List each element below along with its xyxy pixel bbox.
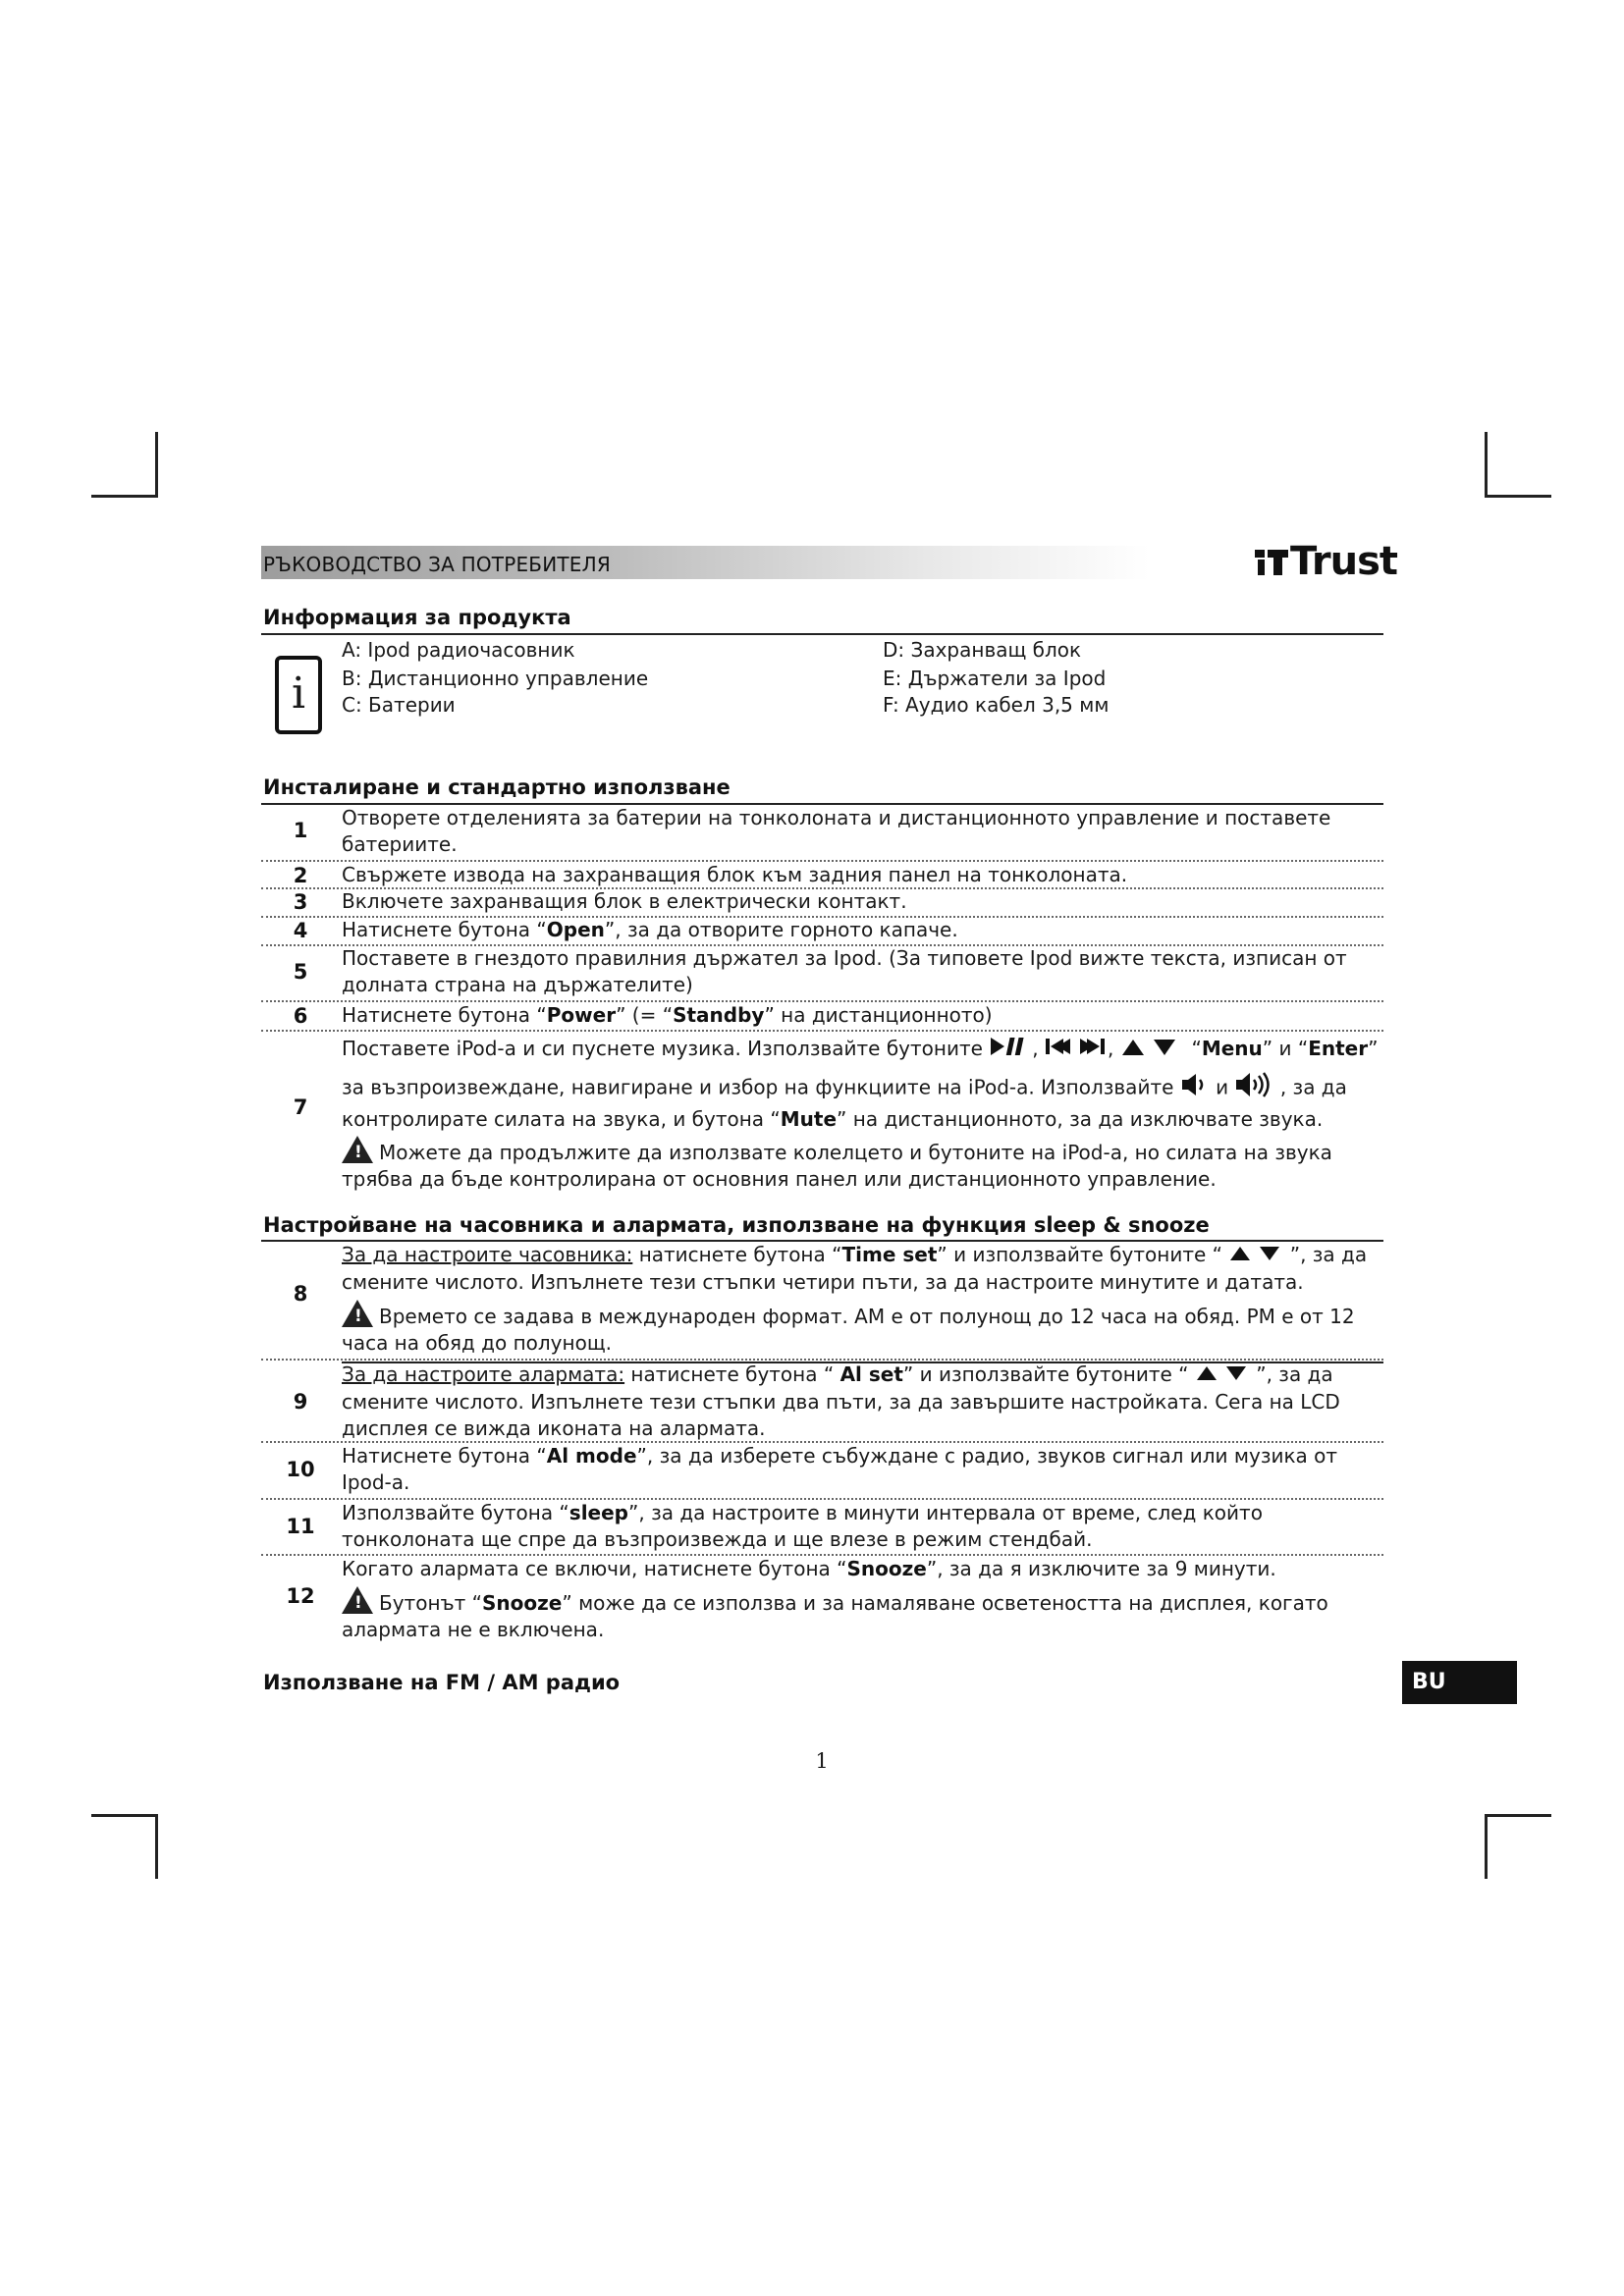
step-text: Свържете извода на захранващия блок към задния панел на тонколоната.: [342, 863, 1128, 886]
step-line: [342, 1443, 1382, 1469]
step-number: 6: [293, 1004, 308, 1028]
warning-icon: [342, 1300, 373, 1327]
step-line: [342, 1106, 1382, 1132]
crop-mark-tr-h: [1485, 495, 1551, 498]
step-text: [342, 1002, 1382, 1029]
text-segment: Бутонът “: [379, 1591, 483, 1615]
step-line: Ipod-а.: [342, 1470, 410, 1494]
underlined-lead: За да настроите часовника:: [342, 1243, 633, 1266]
volume-up-icon: [1234, 1071, 1273, 1106]
section-title-install: Инсталиране и стандартно използване: [263, 775, 731, 799]
language-tab: BU: [1402, 1661, 1517, 1704]
text-segment: Времето се задава в международен формат. AM е от полунощ до 12 часа на обяд. PM е от 12: [379, 1305, 1355, 1328]
step-text: [342, 945, 1382, 998]
text-segment: Натиснете бутона “: [342, 918, 547, 941]
step-line: [342, 1300, 1382, 1330]
info-icon: i: [275, 656, 322, 734]
text-segment: , за да: [1279, 1075, 1347, 1098]
step-line: [342, 1362, 1382, 1389]
step-line: [342, 1136, 1382, 1166]
text-segment: Можете да продължите да използвате колелцето и бутоните на iPod-а, но силата на звука: [379, 1140, 1332, 1164]
text-segment: натиснете бутона “: [632, 1243, 842, 1266]
bold-term: Mute: [780, 1106, 838, 1131]
crop-mark-br-h: [1485, 1814, 1551, 1817]
step-number: 3: [293, 890, 308, 914]
crop-mark-tl-h: [91, 495, 158, 498]
text-segment: ” и “: [1262, 1037, 1309, 1060]
crop-mark-tr-v: [1485, 432, 1488, 497]
trust-logo: [1255, 539, 1397, 584]
step-text: Включете захранващия блок в електрически контакт.: [342, 889, 907, 913]
crop-mark-bl-h: [91, 1814, 158, 1817]
section-title-radio: Използване на FM / AM радио: [263, 1671, 621, 1694]
warning-icon: [342, 1586, 373, 1614]
bold-term: Standby: [673, 1003, 765, 1027]
bold-term: Time set: [841, 1243, 938, 1266]
bold-term: Menu: [1201, 1037, 1263, 1060]
text-segment: Натиснете бутона “: [342, 1444, 547, 1468]
text-segment: ” на дистанционното, за да изключвате звука.: [837, 1106, 1324, 1131]
step-line: Поставете iPod-а и си пуснете музика. Използвайте бутоните , , “Menu” и “Enter”: [342, 1034, 1382, 1065]
text-segment: за възпроизвеждане, навигиране и избор на функциите на iPod-а. Използвайте: [342, 1075, 1174, 1098]
step-text: [342, 917, 1382, 943]
step-line: долната страна на държателите): [342, 973, 693, 996]
text-segment: ”, за да настроите в минути интервала от време, след който: [628, 1501, 1263, 1524]
underlined-lead: За да настроите алармата:: [342, 1362, 625, 1386]
page-number: 1: [815, 1749, 829, 1773]
text-segment: ”, за да я изключите за 9 минути.: [926, 1557, 1276, 1580]
step-line: Поставете в гнездото правилния държател за Ipod. (За типовете Ipod вижте текста, изписан от: [342, 946, 1347, 970]
text-segment: ”, за да: [1289, 1243, 1368, 1266]
step-text: [342, 1443, 1382, 1496]
play-pause-icon: [989, 1036, 1032, 1065]
info-item-e: E: Държатели за Ipod: [883, 667, 1107, 690]
step-text: [342, 1500, 1382, 1553]
header-title: РЪКОВОДСТВО ЗА ПОТРЕБИТЕЛЯ: [263, 553, 611, 576]
step-line: Отворете отделенията за батерии на тонколоната и дистанционното управление и поставете: [342, 806, 1331, 829]
crop-mark-bl-v: [155, 1814, 158, 1879]
volume-down-icon: [1180, 1072, 1210, 1105]
step-line: смените числото. Изпълнете тези стъпки четири пъти, за да настроите минутите и датата.: [342, 1270, 1304, 1294]
warning-icon: [342, 1136, 373, 1163]
step-line: алармата не е включена.: [342, 1618, 605, 1641]
text-segment: Поставете iPod-а и си пуснете музика. Използвайте бутоните: [342, 1037, 983, 1060]
step-number: 9: [293, 1390, 308, 1414]
step-line: [342, 1071, 1382, 1106]
section-title-clock: Настройване на часовника и алармата, използване на функция sleep & snooze: [263, 1213, 1210, 1237]
step-number: 2: [293, 864, 308, 887]
step-number: 1: [293, 819, 308, 842]
text-segment: ”, за да: [1256, 1362, 1333, 1386]
crop-mark-br-v: [1485, 1814, 1488, 1879]
step-line: батериите.: [342, 832, 458, 856]
text-segment: ” на дистанционното): [764, 1003, 993, 1027]
section-title-product-info: Информация за продукта: [263, 606, 571, 629]
step-text: [342, 805, 1382, 858]
bold-term: Snooze: [482, 1591, 563, 1615]
step-number: 5: [293, 960, 308, 984]
step-line: часа на обяд до полунощ.: [342, 1331, 613, 1355]
info-item-d: D: Захранващ блок: [883, 638, 1082, 662]
text-segment: Използвайте бутона “: [342, 1501, 569, 1524]
step-text: [342, 1556, 1382, 1643]
text-segment: и: [1216, 1075, 1229, 1098]
prev-next-icon: [1045, 1036, 1108, 1065]
step-line: [342, 1242, 1382, 1269]
text-segment: ” (= “: [616, 1003, 674, 1027]
step-line: [342, 1586, 1382, 1617]
text-segment: ”, за да изберете събуждане с радио, звуков сигнал или музика от: [636, 1444, 1338, 1468]
row-divider: [261, 1359, 1383, 1361]
text-segment: контролирате силата на звука, и бутона “: [342, 1106, 781, 1131]
step-number: 11: [286, 1515, 315, 1538]
up-down-arrows-icon: [1195, 1362, 1250, 1389]
bold-term: Open: [546, 918, 605, 941]
step-line: смените числото. Изпълнете тези стъпки два пъти, за да завършите настройката. Сега на LCD: [342, 1390, 1340, 1414]
text-segment: ,: [1108, 1037, 1114, 1060]
step-number: 12: [286, 1584, 315, 1608]
text-segment: Когато алармата се включи, натиснете бутона “: [342, 1557, 847, 1580]
step-text: [342, 1034, 1382, 1192]
step-line: [342, 1500, 1382, 1526]
step-line: трябва да бъде контролирана от основния панел или дистанционното управление.: [342, 1166, 1217, 1191]
bold-term: Power: [546, 1003, 617, 1027]
text-segment: ”, за да отворите горното капаче.: [604, 918, 958, 941]
bold-term: Enter: [1308, 1037, 1369, 1060]
step-line: тонколоната ще спре да възпроизвежда и ще влезе в режим стендбай.: [342, 1527, 1093, 1551]
step-line: дисплея се вижда иконата на алармата.: [342, 1416, 766, 1440]
bold-term: Snooze: [846, 1557, 927, 1580]
text-segment: ” може да се използва и за намаляване осветеността на дисплея, когато: [562, 1591, 1328, 1615]
crop-mark-tl-v: [155, 432, 158, 497]
step-line: [342, 1556, 1382, 1582]
info-item-c: C: Батерии: [342, 693, 456, 717]
text-segment: ,: [1032, 1037, 1039, 1060]
bold-term: Al mode: [546, 1444, 637, 1468]
text-segment: Натиснете бутона “: [342, 1003, 547, 1027]
step-text: [342, 1362, 1382, 1442]
bold-term: Al set: [839, 1362, 903, 1386]
trust-logo-mark-icon: [1255, 539, 1288, 584]
step-number: 8: [293, 1282, 308, 1306]
up-down-arrows-icon: [1120, 1036, 1179, 1065]
info-item-b: B: Дистанционно управление: [342, 667, 649, 690]
step-number: 7: [293, 1095, 308, 1119]
text-segment: ” и използвайте бутоните “: [937, 1243, 1222, 1266]
info-item-f: F: Аудио кабел 3,5 мм: [883, 693, 1110, 717]
text-segment: натиснете бутона “: [624, 1362, 840, 1386]
row-divider: [261, 1030, 1383, 1032]
section-rule: [261, 633, 1383, 635]
trust-logo-text: Trust: [1290, 539, 1398, 584]
info-item-a: A: Ipod радиочасовник: [342, 638, 575, 662]
bold-term: sleep: [568, 1501, 629, 1524]
step-number: 4: [293, 919, 308, 942]
step-text: [342, 1242, 1382, 1357]
step-number: 10: [286, 1458, 315, 1481]
up-down-arrows-icon: [1228, 1243, 1283, 1269]
text-segment: ” и използвайте бутоните “: [902, 1362, 1189, 1386]
